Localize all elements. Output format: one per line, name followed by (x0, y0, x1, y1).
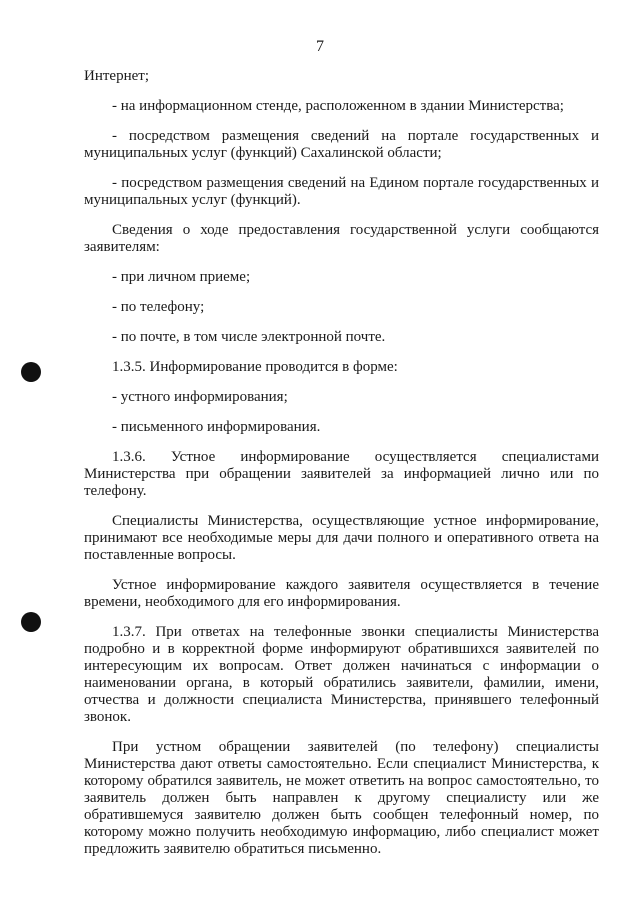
paragraph: Устное информирование каждого заявителя осуществляется в течение времени, необходимого для его информирования. (84, 577, 599, 610)
paragraph: Специалисты Министерства, осуществляющие устное информирование, принимают все необходимые меры для дачи полного и оперативного ответа на поставленные вопросы. (84, 513, 599, 563)
paragraph: - устного информирования; (112, 389, 288, 405)
paragraph: - письменного информирования. (112, 419, 321, 435)
paragraph: - по почте, в том числе электронной почте. (112, 329, 386, 345)
paragraph: - посредством размещения сведений на Едином портале государственных и муниципальных услуг (функций). (84, 175, 599, 208)
paragraph: - по телефону; (112, 299, 205, 315)
document-body (84, 68, 599, 871)
paragraph: Интернет; (84, 68, 149, 84)
paragraph: - на информационном стенде, расположенном в здании Министерства; (112, 98, 564, 114)
paragraph: 1.3.7. При ответах на телефонные звонки специалисты Министерства подробно и в корректной форме информируют обратившихся заявителей по интересующим их вопросам. Ответ должен начинаться с информации о наименовании органа, в который обратились заявители, фамилии, имени, отчества и должности специалиста Министерства, принявшего телефонный звонок. (84, 624, 599, 725)
paragraph: - при личном приеме; (112, 269, 251, 285)
paragraph: 1.3.5. Информирование проводится в форме: (112, 359, 398, 375)
page-number: 7 (316, 38, 324, 55)
paragraph: При устном обращении заявителей (по телефону) специалисты Министерства дают ответы самостоятельно. Если специалист Министерства, к которому обратился заявитель, не может ответить на вопрос самостоятельно, то заявитель должен быть направлен к другому специалисту или же обратившемуся заявителю должен быть сообщен телефонный номер, по которому можно получить необходимую информацию, либо специалист может предложить заявителю обратиться письменно. (84, 739, 599, 857)
paragraph: 1.3.6. Устное информирование осуществляется специалистами Министерства при обращении заявителей за информацией лично или по телефону. (84, 449, 599, 499)
paragraph: Сведения о ходе предоставления государственной услуги сообщаются заявителям: (84, 222, 599, 255)
punch-hole-mark (21, 362, 41, 382)
paragraph: - посредством размещения сведений на портале государственных и муниципальных услуг (функций) Сахалинской области; (84, 128, 599, 161)
punch-hole-mark (21, 612, 41, 632)
